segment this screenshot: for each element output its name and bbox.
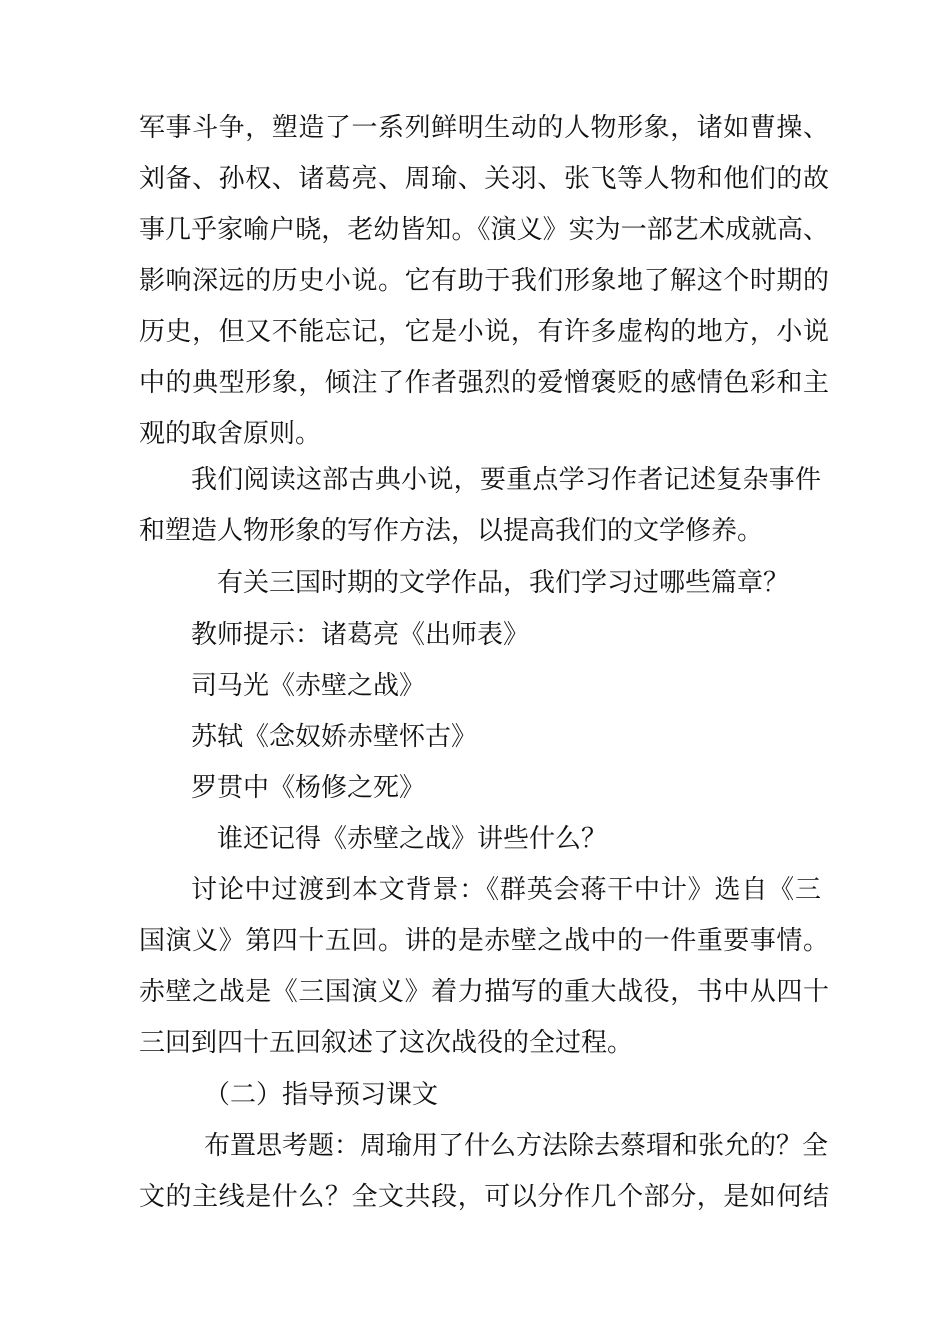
text-line: 我们阅读这部古典小说，要重点学习作者记述复杂事件 <box>191 465 821 495</box>
section-heading: （二）指导预习课文 <box>204 1080 439 1110</box>
text-line: 观的取舍原则。 <box>139 419 322 449</box>
reference-line: 司马光《赤壁之战》 <box>191 671 426 701</box>
text-line: 国演义》第四十五回。讲的是赤壁之战中的一件重要事情。 <box>139 926 829 956</box>
text-line: 历史，但又不能忘记，它是小说，有许多虚构的地方，小说 <box>139 317 829 347</box>
text-line: 和塑造人物形象的写作方法，以提高我们的文学修养。 <box>139 516 764 546</box>
text-line: 文的主线是什么？全文共段，可以分作几个部分，是如何结 <box>139 1182 829 1212</box>
reference-line: 罗贯中《杨修之死》 <box>191 773 426 803</box>
text-line: 刘备、孙权、诸葛亮、周瑜、关羽、张飞等人物和他们的故 <box>139 164 829 194</box>
text-line: 影响深远的历史小说。它有助于我们形象地了解这个时期的 <box>139 266 829 296</box>
hint-line: 教师提示：诸葛亮《出师表》 <box>191 620 530 650</box>
text-line: 军事斗争，塑造了一系列鲜明生动的人物形象，诸如曹操、 <box>139 113 829 143</box>
reference-line: 苏轼《念奴娇赤壁怀古》 <box>191 722 478 752</box>
question-line: 有关三国时期的文学作品，我们学习过哪些篇章？ <box>217 568 790 598</box>
question-line: 谁还记得《赤壁之战》讲些什么？ <box>217 824 608 854</box>
text-line: 布置思考题：周瑜用了什么方法除去蔡瑁和张允的？全 <box>204 1131 829 1161</box>
text-line: 赤壁之战是《三国演义》着力描写的重大战役，书中从四十 <box>139 977 829 1007</box>
text-line: 中的典型形象，倾注了作者强烈的爱憎褒贬的感情色彩和主 <box>139 368 829 398</box>
text-line: 事几乎家喻户晓，老幼皆知。《演义》实为一部艺术成就高、 <box>139 215 829 245</box>
text-line: 讨论中过渡到本文背景：《群英会蒋干中计》选自《三 <box>191 875 821 905</box>
text-line: 三回到四十五回叙述了这次战役的全过程。 <box>139 1028 634 1058</box>
